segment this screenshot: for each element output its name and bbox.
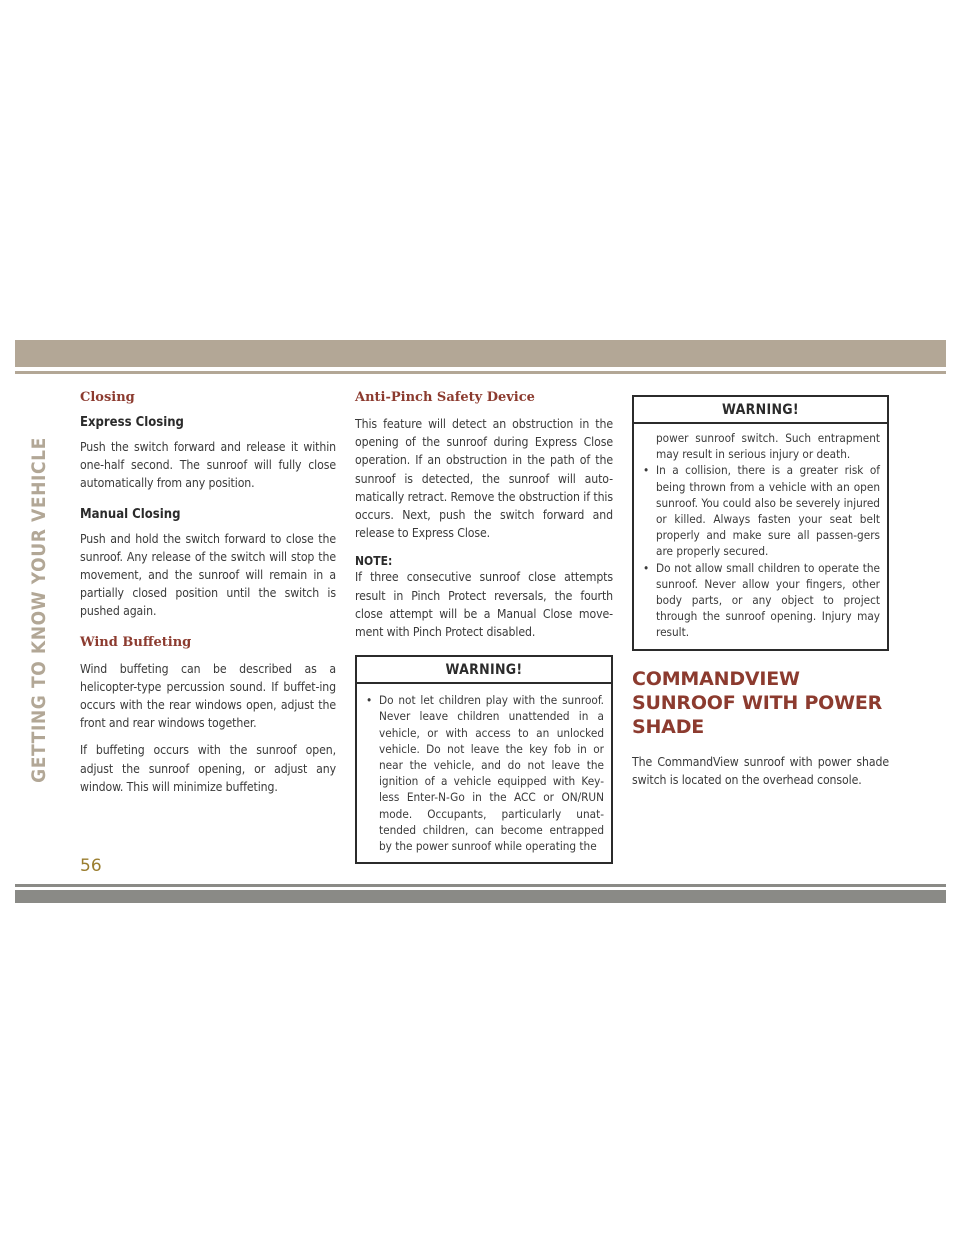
header-band — [15, 340, 946, 367]
footer-band — [15, 890, 946, 903]
paragraph-express-closing: Push the switch forward and release it within one-half second. The sunroof will fully close automatically from any position. — [80, 440, 336, 491]
bullet-icon: • — [643, 560, 650, 575]
column-middle — [355, 390, 613, 864]
section-heading-closing: Closing — [80, 390, 135, 405]
warning-item-text: Do not allow small children to operate the sunroof. Never allow your fingers, other body parts, or any object to project through the sunroof opening. Injury may result. — [656, 560, 880, 640]
subheading-express-closing: Express Closing — [80, 415, 184, 430]
warning-box-children — [355, 655, 613, 864]
chapter-side-tab — [24, 395, 54, 825]
section-heading-commandview: COMMANDVIEW SUNROOF WITH POWER SHADE — [632, 667, 883, 738]
warning-continued-text: power sunroof switch. Such entrapment may result in serious injury or death. — [656, 431, 880, 462]
subheading-manual-closing: Manual Closing — [80, 506, 181, 522]
section-heading-wind-buffeting: Wind Buffeting — [80, 634, 192, 650]
warning-body — [634, 424, 887, 649]
footer-rule — [15, 884, 946, 887]
warning-title: WARNING! — [634, 397, 887, 424]
warning-box-continued — [632, 395, 889, 651]
warning-title: WARNING! — [357, 657, 611, 684]
paragraph-wind-buffeting-1: Wind buffeting can be described as a helicopter-type percussion sound. If buffet-ing occurs with the rear windows open, adjust the front and rear windows together. — [80, 661, 336, 731]
paragraph-note: If three consecutive sunroof close attempts result in Pinch Protect reversals, the fourth close attempt will be a Manual Close move-ment with Pinch Protect disabled. — [355, 570, 613, 640]
page-number: 56 — [80, 856, 102, 876]
warning-body — [357, 684, 611, 862]
paragraph-wind-buffeting-2: If buffeting occurs with the sunroof open, adjust the sunroof opening, or adjust any window. This will minimize buffeting. — [80, 743, 336, 794]
bullet-icon: • — [643, 463, 650, 478]
column-right — [632, 395, 889, 798]
chapter-title: GETTING TO KNOW YOUR VEHICLE — [28, 437, 50, 783]
note-label: NOTE: — [355, 554, 393, 569]
column-left — [80, 390, 336, 805]
warning-item — [643, 462, 880, 559]
bullet-icon: • — [366, 693, 373, 708]
paragraph-commandview: The CommandView sunroof with power shade switch is located on the overhead console. — [632, 754, 889, 787]
warning-item-text: In a collision, there is a greater risk of being thrown from a vehicle with an open sunroof. You could also be severely injured or killed. Always fasten your seat belt properly and make sure all passen-gers are properly secured. — [656, 463, 880, 559]
section-heading-anti-pinch: Anti-Pinch Safety Device — [355, 390, 535, 405]
warning-item — [366, 692, 604, 854]
warning-item-text: Do not let children play with the sunroof. Never leave children unattended in a vehicle, or with access to an unlocked vehicle. Do not leave the key fob in or near the vehicle, and do not leave the ignition of a vehicle equipped with Key-less Enter-N-Go in the ACC or ON/RUN mode. Occupants, particularly unat-tended children, can become entrapped by the power sunroof while operating the — [379, 693, 604, 854]
header-rule — [15, 371, 946, 374]
paragraph-anti-pinch: This feature will detect an obstruction in the opening of the sunroof during Express Close operation. If an obstruction in the path of the sunroof is detected, the sunroof will auto-matically retract. Remove the obstruction if this occurs. Next, push the switch forward and release to Express Close. — [355, 417, 613, 541]
warning-item — [643, 560, 880, 641]
paragraph-manual-closing: Push and hold the switch forward to close the sunroof. Any release of the switch will stop the movement, and the sunroof will remain in a partially closed position until the switch is pushed again. — [80, 531, 336, 619]
